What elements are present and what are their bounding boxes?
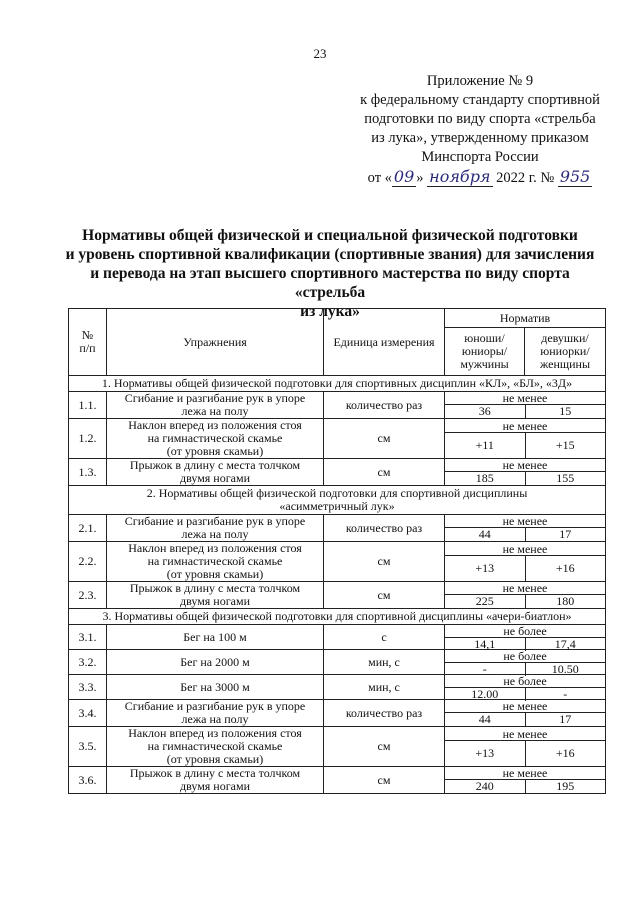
- norm-cell: [445, 675, 606, 700]
- norm-cell: [445, 459, 606, 486]
- unit-of-measure: см: [324, 459, 445, 486]
- norm-value-female: 195: [556, 779, 575, 793]
- unit-of-measure: мин, с: [324, 675, 445, 700]
- table-row: [69, 392, 606, 419]
- row-number: 3.3.: [69, 675, 107, 700]
- row-number: 2.3.: [69, 582, 107, 609]
- norm-cell: [445, 542, 606, 582]
- norm-value-male: -: [445, 663, 526, 676]
- standards-table: [68, 308, 606, 794]
- handwritten-day: 09: [393, 167, 415, 186]
- row-number: 3.5.: [69, 727, 107, 767]
- norm-qualifier: не более: [445, 625, 605, 638]
- date-mid: »: [416, 170, 424, 186]
- exercise-name: Прыжок в длину с места толчком двумя ногами: [107, 582, 324, 609]
- exercise-name: Сгибание и разгибание рук в упоре лежа на полу: [107, 392, 324, 419]
- table-row: [69, 582, 606, 609]
- header-norm: Норматив: [445, 309, 606, 328]
- appendix-header: [340, 72, 620, 188]
- unit-of-measure: количество раз: [324, 392, 445, 419]
- table-row: [69, 625, 606, 650]
- norm-value-female: +16: [555, 560, 575, 575]
- appendix-line: подготовки по виду спорта «стрельба: [364, 111, 596, 127]
- unit-of-measure: см: [324, 419, 445, 459]
- norm-value-male: +13: [445, 556, 526, 581]
- norm-qualifier: не менее: [445, 543, 605, 556]
- norm-cell: [445, 650, 606, 675]
- unit-of-measure: см: [324, 727, 445, 767]
- date-prefix: от «: [367, 170, 392, 186]
- norm-value-female: 17,4: [554, 637, 576, 651]
- exercise-name: Бег на 2000 м: [107, 650, 324, 675]
- norm-qualifier: не менее: [445, 459, 605, 472]
- norm-cell: [445, 767, 606, 794]
- norm-value-male: 185: [445, 472, 526, 485]
- norm-value-male: 44: [445, 528, 526, 541]
- handwritten-order-number: 955: [559, 167, 591, 186]
- table-row: [69, 675, 606, 700]
- appendix-line: к федеральному стандарту спортивной: [360, 92, 600, 108]
- norm-value-female: 10.50: [551, 662, 579, 676]
- table-body: [69, 376, 606, 794]
- unit-of-measure: с: [324, 625, 445, 650]
- norm-cell: [445, 419, 606, 459]
- page-number: 23: [313, 46, 327, 61]
- exercise-name: Прыжок в длину с места толчком двумя ногами: [107, 767, 324, 794]
- norm-qualifier: не более: [445, 675, 605, 688]
- norm-value-female: -: [563, 687, 568, 701]
- header-unit: Единица измерения: [324, 309, 445, 376]
- order-date-line: [340, 167, 620, 188]
- norm-qualifier: не менее: [445, 700, 605, 713]
- norm-value-male: +11: [445, 433, 526, 458]
- exercise-name: Прыжок в длину с места толчком двумя ногами: [107, 459, 324, 486]
- appendix-line: Приложение № 9: [426, 73, 534, 89]
- table-row: [69, 419, 606, 459]
- norm-value-male: 12.00: [445, 688, 526, 701]
- exercise-name: Наклон вперед из положения стоя на гимнастической скамье (от уровня скамьи): [107, 542, 324, 582]
- norm-cell: [445, 582, 606, 609]
- norm-cell: [445, 392, 606, 419]
- unit-of-measure: см: [324, 542, 445, 582]
- norm-qualifier: не более: [445, 650, 605, 663]
- unit-of-measure: см: [324, 767, 445, 794]
- exercise-name: Бег на 100 м: [107, 625, 324, 650]
- header-num: № п/п: [69, 309, 107, 376]
- exercise-name: Бег на 3000 м: [107, 675, 324, 700]
- norm-value-female: +16: [555, 745, 575, 760]
- row-number: 1.2.: [69, 419, 107, 459]
- year-text: 2022 г. №: [496, 170, 555, 186]
- table-row: [69, 700, 606, 727]
- norm-value-male: 14,1: [445, 638, 526, 651]
- appendix-line: Минспорта России: [421, 149, 539, 165]
- row-number: 3.6.: [69, 767, 107, 794]
- norm-value-female: 17: [559, 712, 572, 726]
- norm-cell: [445, 515, 606, 542]
- norm-value-female: +15: [555, 437, 575, 452]
- handwritten-month: ноября: [429, 167, 491, 186]
- document-title: [60, 226, 600, 321]
- table-row: [69, 459, 606, 486]
- norm-value-male: 225: [445, 595, 526, 608]
- exercise-name: Сгибание и разгибание рук в упоре лежа на полу: [107, 515, 324, 542]
- title-line: и перевода на этап высшего спортивного мастерства по виду спорта «стрельба: [90, 265, 570, 301]
- appendix-line: из лука», утвержденному приказом: [371, 130, 589, 146]
- row-number: 3.1.: [69, 625, 107, 650]
- norm-qualifier: не менее: [445, 420, 605, 433]
- table-row: [69, 515, 606, 542]
- norm-value-female: 17: [559, 527, 572, 541]
- norm-value-male: 44: [445, 713, 526, 726]
- table-row: [69, 727, 606, 767]
- exercise-name: Наклон вперед из положения стоя на гимнастической скамье (от уровня скамьи): [107, 727, 324, 767]
- norm-value-female: 15: [559, 404, 572, 418]
- title-line: Нормативы общей физической и специальной физической подготовки: [82, 227, 578, 244]
- section-title: 1. Нормативы общей физической подготовки для спортивных дисциплин «КЛ», «БЛ», «3Д»: [69, 376, 606, 392]
- norm-qualifier: не менее: [445, 392, 605, 405]
- norm-qualifier: не менее: [445, 515, 605, 528]
- norm-qualifier: не менее: [445, 728, 605, 741]
- norm-cell: [445, 700, 606, 727]
- row-number: 2.2.: [69, 542, 107, 582]
- section-title: 3. Нормативы общей физической подготовки для спортивной дисциплины «ачери-биатлон»: [69, 609, 606, 625]
- norm-value-male: +13: [445, 741, 526, 766]
- title-line: из лука»: [300, 303, 360, 320]
- section-title: 2. Нормативы общей физической подготовки для спортивной дисциплины «асимметричный лук»: [69, 486, 606, 515]
- norm-qualifier: не менее: [445, 767, 605, 780]
- row-number: 3.2.: [69, 650, 107, 675]
- table-row: [69, 767, 606, 794]
- norm-value-female: 180: [556, 594, 575, 608]
- unit-of-measure: количество раз: [324, 700, 445, 727]
- table-row: [69, 650, 606, 675]
- norm-value-male: 36: [445, 405, 526, 418]
- row-number: 1.1.: [69, 392, 107, 419]
- row-number: 2.1.: [69, 515, 107, 542]
- row-number: 1.3.: [69, 459, 107, 486]
- table-row: [69, 542, 606, 582]
- header-female: девушки/ юниорки/ женщины: [525, 328, 606, 376]
- unit-of-measure: мин, с: [324, 650, 445, 675]
- norm-cell: [445, 625, 606, 650]
- unit-of-measure: количество раз: [324, 515, 445, 542]
- header-male: юноши/ юниоры/ мужчины: [445, 328, 525, 376]
- row-number: 3.4.: [69, 700, 107, 727]
- norm-qualifier: не менее: [445, 582, 605, 595]
- norm-cell: [445, 727, 606, 767]
- norm-value-male: 240: [445, 780, 526, 793]
- exercise-name: Наклон вперед из положения стоя на гимнастической скамье (от уровня скамьи): [107, 419, 324, 459]
- norm-value-female: 155: [556, 471, 575, 485]
- title-line: и уровень спортивной квалификации (спортивные звания) для зачисления: [65, 246, 595, 263]
- unit-of-measure: см: [324, 582, 445, 609]
- exercise-name: Сгибание и разгибание рук в упоре лежа на полу: [107, 700, 324, 727]
- header-exercise: Упражнения: [107, 309, 324, 376]
